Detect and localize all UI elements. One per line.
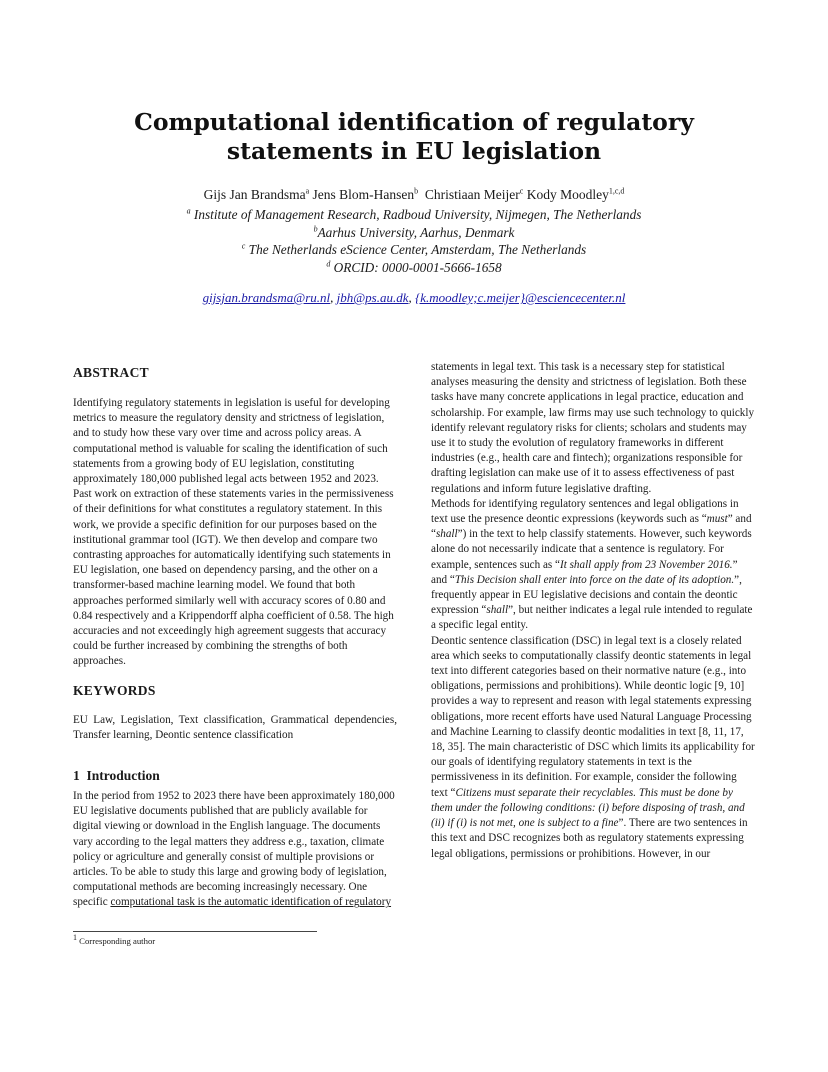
email-link[interactable]: {k.moodley;c.meijer}@esciencecenter.nl <box>415 290 626 305</box>
email-link[interactable]: gijsjan.brandsma@ru.nl <box>202 290 331 305</box>
affiliation-marker: d <box>326 259 331 269</box>
text-run: Methods for identifying regulatory sentences and legal obligations in text use the presence deontic expressions (keywords such as “ <box>431 497 739 526</box>
text-run-italic: Citizens must separate their recyclables. This must be done by them under the following conditions: (i) before disposing of trash, and (ii) if (i) is not met, one is subject to a fine <box>431 786 745 830</box>
footnote-rule <box>73 931 317 932</box>
text-run-italic: shall <box>435 528 458 541</box>
left-column <box>73 362 397 911</box>
paper-title: Computational identification of regulatory statements in EU legislation <box>134 108 694 165</box>
footnote <box>73 933 156 947</box>
section-number: 1 <box>73 768 80 784</box>
right-column <box>431 360 756 862</box>
affiliation-marker: c <box>241 241 246 251</box>
affiliation-text: ORCID: 0000-0001-5666-1658 <box>333 259 502 275</box>
text-run: ”) in the text to help classify statements. However, such keywords alone do not necessarily indicate that a sentence is regulatory. For example, sentences such as “ <box>431 528 752 571</box>
affiliation <box>60 241 768 259</box>
affiliation <box>60 206 768 224</box>
author-affil-marker: 1,c,d <box>608 186 625 196</box>
affiliation-marker: b <box>313 224 318 234</box>
email-link[interactable]: jbh@ps.au.dk <box>336 290 409 305</box>
text-run-italic: must <box>706 513 728 526</box>
text-run-italic: This Decision shall enter into force on the date of its adoption. <box>454 573 735 586</box>
intro-text: In the period from 1952 to 2023 there have been approximately 180,000 EU legislative documents published that are publicly available for digital viewing or download in the English language. The documents vary according to the legal matters they address e.g., taxation, climate policy or agriculture and generally consist of multiple provisions or articles. To be able to study this large and growing body of legislation, computational methods are becoming increasingly necessary. One specific <box>73 790 395 909</box>
text-run-italic: It shall apply from 23 November 2016. <box>560 558 733 571</box>
text-run: ”, frequently appear in EU legislative decisions and contain the deontic expression “ <box>431 573 742 617</box>
email-separator: , <box>408 290 416 305</box>
keywords-heading: KEYWORDS <box>73 682 156 698</box>
affiliation <box>60 259 768 277</box>
author-affil-marker: b <box>414 186 419 196</box>
affiliation-text: Institute of Management Research, Radboud University, Nijmegen, The Netherlands <box>193 207 642 222</box>
author-list <box>60 186 768 203</box>
author-name: Kody Moodley <box>526 187 609 202</box>
keywords-text: EU Law, Legislation, Text classification, Grammatical dependencies, Transfer learning, Deontic sentence classification <box>73 713 397 741</box>
section-title: Introduction <box>86 768 160 784</box>
paragraph: statements in legal text. This task is a necessary step for statistical analyses measuring the density and strictness of legislation. Both these tasks have many concrete applications in legal practice, education and scholarship. For example, law firms may use such technology to quickly identify relevant regulatory risks for clients; scholars and students may use it to study the evolution of regulatory frameworks in different industries (e.g., health care and fintech); organizations responsible for drafting legislation can make use of it to assess effectiveness of past regulations and inform future legislative drafting. <box>431 361 755 495</box>
email-line <box>60 290 768 306</box>
affiliation <box>60 224 768 242</box>
text-run-italic: shall <box>486 604 509 617</box>
text-run: Deontic sentence classification (DSC) in legal text is a closely related area which seeks to computationally classify deontic statements in legal text into different categories based on their normative nature (e.g., into obligations, permissions and prohibitions). While deontic logic [9, 10] provides a way to represent and reason with legal statements expressing obligations, more recent efforts have used Natural Language Processing and Machine Learning to classify deontic modalities in text [8, 11, 17, 18, 35]. The main characteristic of DSC which limits its applicability for our goals of identifying regulatory statements in text is the permissiveness in its definition. For example, consider the following text “ <box>431 634 755 799</box>
intro-paragraph <box>73 789 397 911</box>
text-run: ” and “ <box>431 513 752 541</box>
affiliation-text: The Netherlands eScience Center, Amsterdam, The Netherlands <box>248 242 587 257</box>
paragraph <box>431 497 756 634</box>
affiliation-marker: a <box>186 206 191 216</box>
email-separator: , <box>330 290 337 305</box>
paragraph <box>431 634 756 862</box>
abstract-heading: ABSTRACT <box>73 365 149 380</box>
affiliation-text: Aarhus University, Aarhus, Denmark <box>317 224 515 240</box>
footnote-marker: 1 <box>73 933 77 943</box>
author-affil-marker: c <box>519 186 524 196</box>
text-run: ”. There are two sentences in this text and DSC recognizes both as regulatory statements expressing legal obligations, permissions or prohibitions. However, in our <box>431 817 748 860</box>
author-name: Christiaan Meijer <box>424 187 520 202</box>
text-run: ”, but neither indicates a legal rule intended to regulate a specific legal entity. <box>431 604 753 632</box>
abstract-text: Identifying regulatory statements in legislation is useful for developing metrics to measure the regulatory density and strictness of legislation, and to study how these vary over time and across policy areas. A computational method is valuable for scaling the identification of such statements from a growing body of EU legislation, constituting approximately 180,000 published legal acts between 1952 and 2023. Past work on extraction of these statements varies in the permissiveness of their definitions for what constitutes a regulatory statement. In this work, we provide a specific definition for our purposes based on the institutional grammar tool (IGT). We then develop and compare two contrasting approaches for automatically identifying such statements in EU legislation, one based on dependency parsing, and the other on a transformer-based machine learning model. We found that both approaches performed similarly well with accuracy scores of 0.80 and 0.84 respectively and a Krippendorff alpha coefficient of 0.58. The high accuracies and not exceedingly high agreement suggests that accuracy could be further increased by combining the strengths of both approaches. <box>73 397 394 668</box>
author-name: Jens Blom-Hansen <box>312 187 415 202</box>
section-heading <box>73 767 397 785</box>
author-name: Gijs Jan Brandsma <box>203 187 306 202</box>
intro-text-underlined: computational task is the automatic identification of regulatory <box>110 896 392 909</box>
author-affil-marker: a <box>305 186 310 196</box>
footnote-text: Corresponding author <box>79 936 156 946</box>
affiliation-list <box>60 206 768 276</box>
text-run: ” and “ <box>431 558 738 586</box>
